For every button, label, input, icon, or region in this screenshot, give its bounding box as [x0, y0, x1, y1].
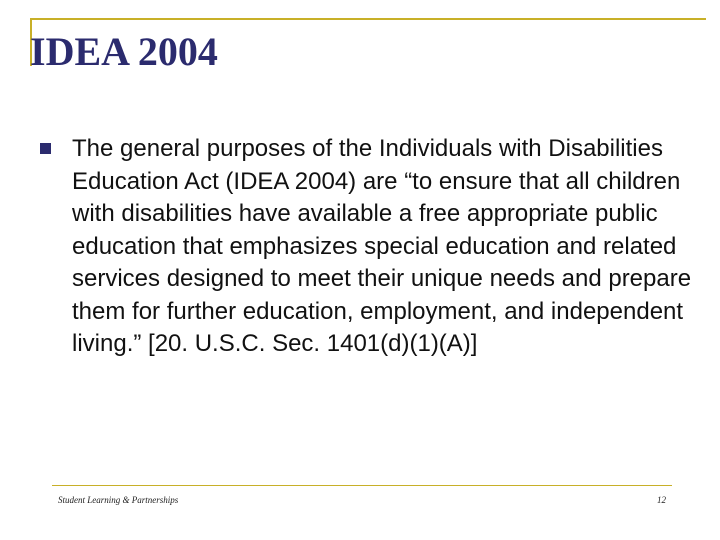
frame-top-line	[30, 18, 706, 20]
page-number: 12	[657, 495, 666, 505]
footer-organization: Student Learning & Partnerships	[58, 495, 179, 505]
square-bullet-icon	[40, 143, 51, 154]
bullet-text: The general purposes of the Individuals with Disabilities Education Act (IDEA 2004) are “to ensure that all children with disabilities have available a free appropriate public education that emphasizes special education and related services designed to meet their unique needs and prepare them for further education, employment, and independent living.” [20. U.S.C. Sec. 1401(d)(1)(A)]	[72, 135, 692, 357]
footer-divider	[52, 485, 672, 486]
slide-title: IDEA 2004	[30, 29, 218, 74]
